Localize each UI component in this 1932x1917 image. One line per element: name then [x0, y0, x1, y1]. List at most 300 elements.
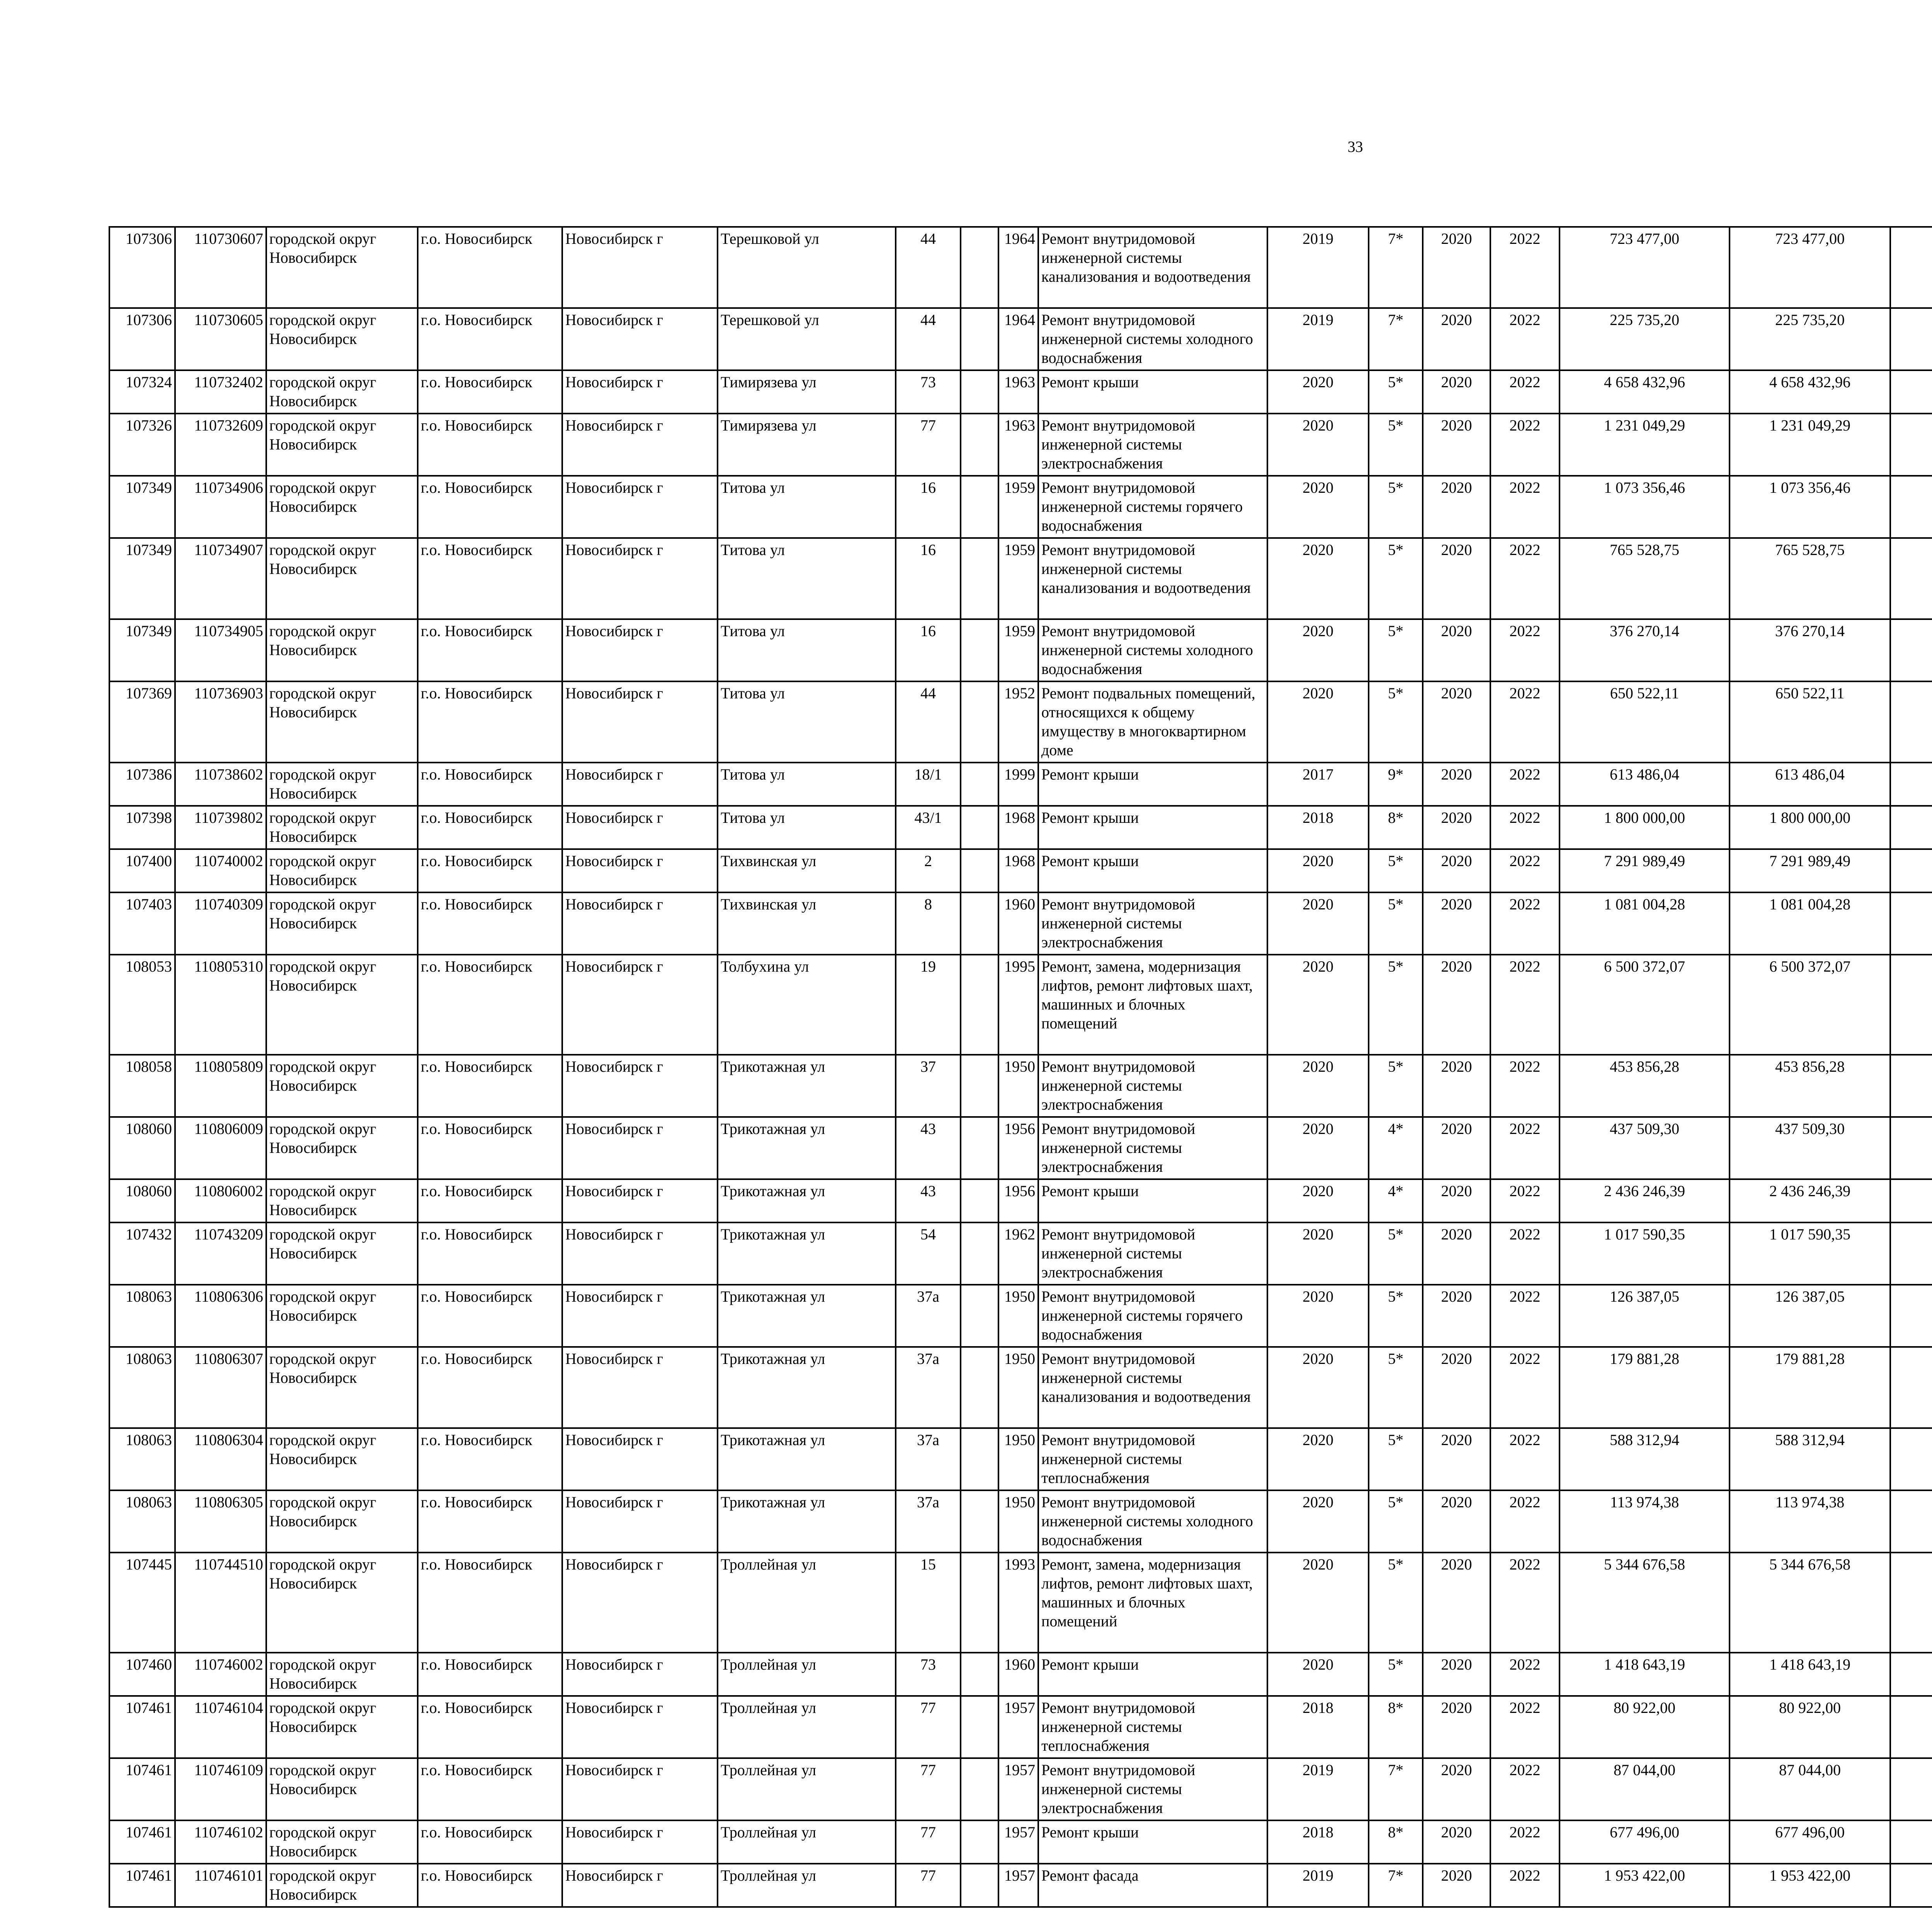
work-code-cell: 110806002	[175, 1179, 266, 1222]
mark-cell: 5*	[1369, 1553, 1423, 1653]
work-type-cell: Ремонт внутридомовой инженерной системы теплоснабжения	[1038, 1428, 1267, 1490]
city-cell: Новосибирск г	[562, 414, 718, 476]
mark-cell: 5*	[1369, 1222, 1423, 1285]
table-row	[109, 1758, 1932, 1820]
plan-year-cell: 2020	[1267, 619, 1369, 681]
house-number-cell: 44	[896, 308, 961, 370]
work-code-cell: 110746109	[175, 1758, 266, 1820]
budget-a-cell	[1890, 1055, 1932, 1117]
object-id-cell: 107386	[109, 763, 175, 806]
fund-cost-cell: 677 496,00	[1730, 1820, 1890, 1864]
fund-cost-cell: 588 312,94	[1730, 1428, 1890, 1490]
budget-a-cell	[1890, 308, 1932, 370]
end-year-cell: 2022	[1490, 1696, 1560, 1758]
plan-year-cell: 2017	[1267, 763, 1369, 806]
work-code-cell: 110738602	[175, 763, 266, 806]
mark-cell: 5*	[1369, 1653, 1423, 1696]
plan-year-cell: 2020	[1267, 681, 1369, 763]
total-cost-cell: 1 017 590,35	[1560, 1222, 1730, 1285]
fund-cost-cell: 2 436 246,39	[1730, 1179, 1890, 1222]
plan-year-cell: 2020	[1267, 1653, 1369, 1696]
work-type-cell: Ремонт внутридомовой инженерной системы электроснабжения	[1038, 1117, 1267, 1179]
blank-cell	[961, 763, 998, 806]
fund-cost-cell: 126 387,05	[1730, 1285, 1890, 1347]
object-id-cell: 107326	[109, 414, 175, 476]
budget-a-cell	[1890, 1490, 1932, 1553]
municipality-cell: городской округ Новосибирск	[266, 1428, 418, 1490]
table-row	[109, 1117, 1932, 1179]
mark-cell: 5*	[1369, 414, 1423, 476]
build-year-cell: 1993	[998, 1553, 1038, 1653]
budget-a-cell	[1890, 414, 1932, 476]
municipality-cell: городской округ Новосибирск	[266, 619, 418, 681]
end-year-cell: 2022	[1490, 955, 1560, 1055]
blank-cell	[961, 1820, 998, 1864]
city-cell: Новосибирск г	[562, 1428, 718, 1490]
table-row	[109, 1055, 1932, 1117]
work-type-cell: Ремонт подвальных помещений, относящихся к общему имуществу в многоквартирном доме	[1038, 681, 1267, 763]
budget-a-cell	[1890, 227, 1932, 308]
work-code-cell: 110732402	[175, 370, 266, 414]
build-year-cell: 1957	[998, 1820, 1038, 1864]
budget-a-cell	[1890, 763, 1932, 806]
start-year-cell: 2020	[1423, 476, 1490, 538]
blank-cell	[961, 1428, 998, 1490]
house-number-cell: 37	[896, 1055, 961, 1117]
municipality-cell: городской округ Новосибирск	[266, 849, 418, 892]
work-type-cell: Ремонт крыши	[1038, 849, 1267, 892]
end-year-cell: 2022	[1490, 681, 1560, 763]
budget-a-cell	[1890, 1653, 1932, 1696]
total-cost-cell: 453 856,28	[1560, 1055, 1730, 1117]
total-cost-cell: 588 312,94	[1560, 1428, 1730, 1490]
mark-cell: 9*	[1369, 763, 1423, 806]
street-cell: Троллейная ул	[718, 1864, 896, 1907]
work-type-cell: Ремонт крыши	[1038, 1653, 1267, 1696]
mark-cell: 7*	[1369, 227, 1423, 308]
budget-a-cell	[1890, 1428, 1932, 1490]
house-number-cell: 77	[896, 1864, 961, 1907]
total-cost-cell: 1 231 049,29	[1560, 414, 1730, 476]
blank-cell	[961, 1222, 998, 1285]
object-id-cell: 107398	[109, 806, 175, 849]
city-cell: Новосибирск г	[562, 763, 718, 806]
end-year-cell: 2022	[1490, 1055, 1560, 1117]
start-year-cell: 2020	[1423, 806, 1490, 849]
budget-a-cell	[1890, 849, 1932, 892]
plan-year-cell: 2019	[1267, 1864, 1369, 1907]
plan-year-cell: 2020	[1267, 955, 1369, 1055]
mark-cell: 5*	[1369, 892, 1423, 955]
city-cell: Новосибирск г	[562, 1553, 718, 1653]
city-cell: Новосибирск г	[562, 227, 718, 308]
urban-district-cell: г.о. Новосибирск	[418, 1347, 562, 1428]
start-year-cell: 2020	[1423, 1864, 1490, 1907]
table-row	[109, 763, 1932, 806]
urban-district-cell: г.о. Новосибирск	[418, 763, 562, 806]
end-year-cell: 2022	[1490, 1428, 1560, 1490]
total-cost-cell: 376 270,14	[1560, 619, 1730, 681]
work-code-cell: 110806306	[175, 1285, 266, 1347]
municipality-cell: городской округ Новосибирск	[266, 763, 418, 806]
plan-year-cell: 2020	[1267, 1490, 1369, 1553]
work-type-cell: Ремонт крыши	[1038, 806, 1267, 849]
house-number-cell: 37а	[896, 1285, 961, 1347]
work-code-cell: 110746002	[175, 1653, 266, 1696]
fund-cost-cell: 80 922,00	[1730, 1696, 1890, 1758]
house-number-cell: 37а	[896, 1490, 961, 1553]
municipality-cell: городской округ Новосибирск	[266, 955, 418, 1055]
start-year-cell: 2020	[1423, 1222, 1490, 1285]
build-year-cell: 1959	[998, 538, 1038, 619]
municipality-cell: городской округ Новосибирск	[266, 1117, 418, 1179]
plan-year-cell: 2020	[1267, 1055, 1369, 1117]
street-cell: Троллейная ул	[718, 1696, 896, 1758]
work-code-cell: 110806009	[175, 1117, 266, 1179]
start-year-cell: 2020	[1423, 308, 1490, 370]
blank-cell	[961, 619, 998, 681]
street-cell: Терешковой ул	[718, 308, 896, 370]
object-id-cell: 107445	[109, 1553, 175, 1653]
total-cost-cell: 1 418 643,19	[1560, 1653, 1730, 1696]
municipality-cell: городской округ Новосибирск	[266, 1490, 418, 1553]
work-code-cell: 110746101	[175, 1864, 266, 1907]
plan-year-cell: 2020	[1267, 849, 1369, 892]
city-cell: Новосибирск г	[562, 681, 718, 763]
blank-cell	[961, 1864, 998, 1907]
house-number-cell: 37а	[896, 1347, 961, 1428]
house-number-cell: 43	[896, 1179, 961, 1222]
municipality-cell: городской округ Новосибирск	[266, 1179, 418, 1222]
start-year-cell: 2020	[1423, 681, 1490, 763]
object-id-cell: 107403	[109, 892, 175, 955]
blank-cell	[961, 1347, 998, 1428]
urban-district-cell: г.о. Новосибирск	[418, 1428, 562, 1490]
plan-year-cell: 2020	[1267, 476, 1369, 538]
blank-cell	[961, 1696, 998, 1758]
total-cost-cell: 723 477,00	[1560, 227, 1730, 308]
work-type-cell: Ремонт внутридомовой инженерной системы теплоснабжения	[1038, 1696, 1267, 1758]
table-row	[109, 1285, 1932, 1347]
work-code-cell: 110746102	[175, 1820, 266, 1864]
end-year-cell: 2022	[1490, 1864, 1560, 1907]
urban-district-cell: г.о. Новосибирск	[418, 1653, 562, 1696]
mark-cell: 7*	[1369, 308, 1423, 370]
total-cost-cell: 113 974,38	[1560, 1490, 1730, 1553]
total-cost-cell: 4 658 432,96	[1560, 370, 1730, 414]
plan-year-cell: 2020	[1267, 370, 1369, 414]
total-cost-cell: 1 800 000,00	[1560, 806, 1730, 849]
work-code-cell: 110806304	[175, 1428, 266, 1490]
urban-district-cell: г.о. Новосибирск	[418, 1864, 562, 1907]
build-year-cell: 1950	[998, 1428, 1038, 1490]
plan-year-cell: 2020	[1267, 892, 1369, 955]
fund-cost-cell: 723 477,00	[1730, 227, 1890, 308]
plan-year-cell: 2020	[1267, 1347, 1369, 1428]
mark-cell: 5*	[1369, 849, 1423, 892]
city-cell: Новосибирск г	[562, 1490, 718, 1553]
work-code-cell: 110730605	[175, 308, 266, 370]
mark-cell: 5*	[1369, 370, 1423, 414]
city-cell: Новосибирск г	[562, 1696, 718, 1758]
work-code-cell: 110744510	[175, 1553, 266, 1653]
object-id-cell: 107369	[109, 681, 175, 763]
build-year-cell: 1995	[998, 955, 1038, 1055]
street-cell: Титова ул	[718, 681, 896, 763]
municipality-cell: городской округ Новосибирск	[266, 370, 418, 414]
city-cell: Новосибирск г	[562, 806, 718, 849]
urban-district-cell: г.о. Новосибирск	[418, 308, 562, 370]
start-year-cell: 2020	[1423, 619, 1490, 681]
mark-cell: 5*	[1369, 955, 1423, 1055]
build-year-cell: 1959	[998, 476, 1038, 538]
municipality-cell: городской округ Новосибирск	[266, 1055, 418, 1117]
total-cost-cell: 765 528,75	[1560, 538, 1730, 619]
urban-district-cell: г.о. Новосибирск	[418, 1285, 562, 1347]
object-id-cell: 107349	[109, 538, 175, 619]
municipality-cell: городской округ Новосибирск	[266, 892, 418, 955]
total-cost-cell: 437 509,30	[1560, 1117, 1730, 1179]
street-cell: Толбухина ул	[718, 955, 896, 1055]
build-year-cell: 1963	[998, 414, 1038, 476]
plan-year-cell: 2018	[1267, 1696, 1369, 1758]
build-year-cell: 1962	[998, 1222, 1038, 1285]
registry-rows	[109, 227, 1932, 1907]
urban-district-cell: г.о. Новосибирск	[418, 1055, 562, 1117]
work-type-cell: Ремонт внутридомовой инженерной системы холодного водоснабжения	[1038, 619, 1267, 681]
urban-district-cell: г.о. Новосибирск	[418, 1222, 562, 1285]
city-cell: Новосибирск г	[562, 1864, 718, 1907]
mark-cell: 4*	[1369, 1117, 1423, 1179]
object-id-cell: 108063	[109, 1347, 175, 1428]
mark-cell: 8*	[1369, 806, 1423, 849]
build-year-cell: 1960	[998, 892, 1038, 955]
street-cell: Трикотажная ул	[718, 1055, 896, 1117]
blank-cell	[961, 414, 998, 476]
start-year-cell: 2020	[1423, 370, 1490, 414]
mark-cell: 5*	[1369, 538, 1423, 619]
house-number-cell: 43	[896, 1117, 961, 1179]
table-row	[109, 1222, 1932, 1285]
total-cost-cell: 87 044,00	[1560, 1758, 1730, 1820]
end-year-cell: 2022	[1490, 1820, 1560, 1864]
build-year-cell: 1956	[998, 1117, 1038, 1179]
end-year-cell: 2022	[1490, 414, 1560, 476]
urban-district-cell: г.о. Новосибирск	[418, 538, 562, 619]
city-cell: Новосибирск г	[562, 1653, 718, 1696]
fund-cost-cell: 6 500 372,07	[1730, 955, 1890, 1055]
object-id-cell: 108063	[109, 1490, 175, 1553]
start-year-cell: 2020	[1423, 414, 1490, 476]
build-year-cell: 1950	[998, 1490, 1038, 1553]
build-year-cell: 1959	[998, 619, 1038, 681]
end-year-cell: 2022	[1490, 1117, 1560, 1179]
work-code-cell: 110746104	[175, 1696, 266, 1758]
work-code-cell: 110740309	[175, 892, 266, 955]
work-type-cell: Ремонт крыши	[1038, 1179, 1267, 1222]
start-year-cell: 2020	[1423, 1055, 1490, 1117]
blank-cell	[961, 538, 998, 619]
object-id-cell: 107432	[109, 1222, 175, 1285]
total-cost-cell: 1 953 422,00	[1560, 1864, 1730, 1907]
street-cell: Трикотажная ул	[718, 1222, 896, 1285]
end-year-cell: 2022	[1490, 849, 1560, 892]
total-cost-cell: 179 881,28	[1560, 1347, 1730, 1428]
start-year-cell: 2020	[1423, 1490, 1490, 1553]
budget-a-cell	[1890, 1696, 1932, 1758]
urban-district-cell: г.о. Новосибирск	[418, 619, 562, 681]
object-id-cell: 108063	[109, 1428, 175, 1490]
blank-cell	[961, 681, 998, 763]
work-code-cell: 110734905	[175, 619, 266, 681]
build-year-cell: 1964	[998, 308, 1038, 370]
start-year-cell: 2020	[1423, 1820, 1490, 1864]
city-cell: Новосибирск г	[562, 1347, 718, 1428]
fund-cost-cell: 4 658 432,96	[1730, 370, 1890, 414]
budget-a-cell	[1890, 619, 1932, 681]
house-number-cell: 77	[896, 1758, 961, 1820]
start-year-cell: 2020	[1423, 892, 1490, 955]
budget-a-cell	[1890, 476, 1932, 538]
blank-cell	[961, 1117, 998, 1179]
street-cell: Троллейная ул	[718, 1553, 896, 1653]
urban-district-cell: г.о. Новосибирск	[418, 955, 562, 1055]
budget-a-cell	[1890, 1553, 1932, 1653]
plan-year-cell: 2020	[1267, 1179, 1369, 1222]
work-type-cell: Ремонт внутридомовой инженерной системы холодного водоснабжения	[1038, 1490, 1267, 1553]
house-number-cell: 16	[896, 538, 961, 619]
plan-year-cell: 2020	[1267, 1117, 1369, 1179]
mark-cell: 8*	[1369, 1820, 1423, 1864]
build-year-cell: 1956	[998, 1179, 1038, 1222]
municipality-cell: городской округ Новосибирск	[266, 227, 418, 308]
mark-cell: 5*	[1369, 1490, 1423, 1553]
work-type-cell: Ремонт внутридомовой инженерной системы электроснабжения	[1038, 414, 1267, 476]
fund-cost-cell: 650 522,11	[1730, 681, 1890, 763]
blank-cell	[961, 227, 998, 308]
end-year-cell: 2022	[1490, 1553, 1560, 1653]
urban-district-cell: г.о. Новосибирск	[418, 1490, 562, 1553]
street-cell: Титова ул	[718, 763, 896, 806]
plan-year-cell: 2020	[1267, 1285, 1369, 1347]
work-code-cell: 110806305	[175, 1490, 266, 1553]
street-cell: Трикотажная ул	[718, 1285, 896, 1347]
total-cost-cell: 677 496,00	[1560, 1820, 1730, 1864]
urban-district-cell: г.о. Новосибирск	[418, 806, 562, 849]
end-year-cell: 2022	[1490, 476, 1560, 538]
urban-district-cell: г.о. Новосибирск	[418, 414, 562, 476]
mark-cell: 7*	[1369, 1864, 1423, 1907]
house-number-cell: 18/1	[896, 763, 961, 806]
city-cell: Новосибирск г	[562, 1285, 718, 1347]
street-cell: Титова ул	[718, 476, 896, 538]
start-year-cell: 2020	[1423, 538, 1490, 619]
budget-a-cell	[1890, 681, 1932, 763]
work-code-cell: 110805310	[175, 955, 266, 1055]
fund-cost-cell: 437 509,30	[1730, 1117, 1890, 1179]
work-type-cell: Ремонт фасада	[1038, 1864, 1267, 1907]
fund-cost-cell: 1 073 356,46	[1730, 476, 1890, 538]
municipality-cell: городской округ Новосибирск	[266, 1758, 418, 1820]
house-number-cell: 15	[896, 1553, 961, 1653]
urban-district-cell: г.о. Новосибирск	[418, 476, 562, 538]
blank-cell	[961, 955, 998, 1055]
city-cell: Новосибирск г	[562, 370, 718, 414]
work-code-cell: 110732609	[175, 414, 266, 476]
street-cell: Трикотажная ул	[718, 1179, 896, 1222]
city-cell: Новосибирск г	[562, 1117, 718, 1179]
municipality-cell: городской округ Новосибирск	[266, 308, 418, 370]
municipality-cell: городской округ Новосибирск	[266, 1347, 418, 1428]
fund-cost-cell: 1 231 049,29	[1730, 414, 1890, 476]
street-cell: Титова ул	[718, 806, 896, 849]
end-year-cell: 2022	[1490, 1758, 1560, 1820]
object-id-cell: 108060	[109, 1117, 175, 1179]
end-year-cell: 2022	[1490, 619, 1560, 681]
fund-cost-cell: 113 974,38	[1730, 1490, 1890, 1553]
budget-a-cell	[1890, 1864, 1932, 1907]
table-row	[109, 227, 1932, 308]
start-year-cell: 2020	[1423, 1179, 1490, 1222]
build-year-cell: 1957	[998, 1758, 1038, 1820]
municipality-cell: городской округ Новосибирск	[266, 538, 418, 619]
mark-cell: 5*	[1369, 1055, 1423, 1117]
house-number-cell: 77	[896, 1820, 961, 1864]
house-number-cell: 44	[896, 681, 961, 763]
plan-year-cell: 2020	[1267, 1553, 1369, 1653]
fund-cost-cell: 1 953 422,00	[1730, 1864, 1890, 1907]
start-year-cell: 2020	[1423, 849, 1490, 892]
object-id-cell: 108053	[109, 955, 175, 1055]
work-code-cell: 110806307	[175, 1347, 266, 1428]
house-number-cell: 54	[896, 1222, 961, 1285]
blank-cell	[961, 806, 998, 849]
object-id-cell: 108060	[109, 1179, 175, 1222]
plan-year-cell: 2020	[1267, 1222, 1369, 1285]
page-number: 33	[1347, 138, 1363, 155]
end-year-cell: 2022	[1490, 1222, 1560, 1285]
fund-cost-cell: 225 735,20	[1730, 308, 1890, 370]
street-cell: Трикотажная ул	[718, 1117, 896, 1179]
city-cell: Новосибирск г	[562, 538, 718, 619]
object-id-cell: 107349	[109, 476, 175, 538]
object-id-cell: 108063	[109, 1285, 175, 1347]
build-year-cell: 1952	[998, 681, 1038, 763]
build-year-cell: 1968	[998, 806, 1038, 849]
start-year-cell: 2020	[1423, 1758, 1490, 1820]
total-cost-cell: 225 735,20	[1560, 308, 1730, 370]
fund-cost-cell: 1 017 590,35	[1730, 1222, 1890, 1285]
registry-table	[109, 226, 1932, 1908]
start-year-cell: 2020	[1423, 763, 1490, 806]
object-id-cell: 107460	[109, 1653, 175, 1696]
blank-cell	[961, 1055, 998, 1117]
object-id-cell: 107461	[109, 1758, 175, 1820]
budget-a-cell	[1890, 806, 1932, 849]
table-row	[109, 1428, 1932, 1490]
end-year-cell: 2022	[1490, 1490, 1560, 1553]
plan-year-cell: 2018	[1267, 806, 1369, 849]
urban-district-cell: г.о. Новосибирск	[418, 1117, 562, 1179]
mark-cell: 5*	[1369, 1347, 1423, 1428]
street-cell: Титова ул	[718, 619, 896, 681]
street-cell: Трикотажная ул	[718, 1490, 896, 1553]
budget-a-cell	[1890, 1285, 1932, 1347]
table-row	[109, 681, 1932, 763]
total-cost-cell: 2 436 246,39	[1560, 1179, 1730, 1222]
start-year-cell: 2020	[1423, 1696, 1490, 1758]
work-code-cell: 110736903	[175, 681, 266, 763]
